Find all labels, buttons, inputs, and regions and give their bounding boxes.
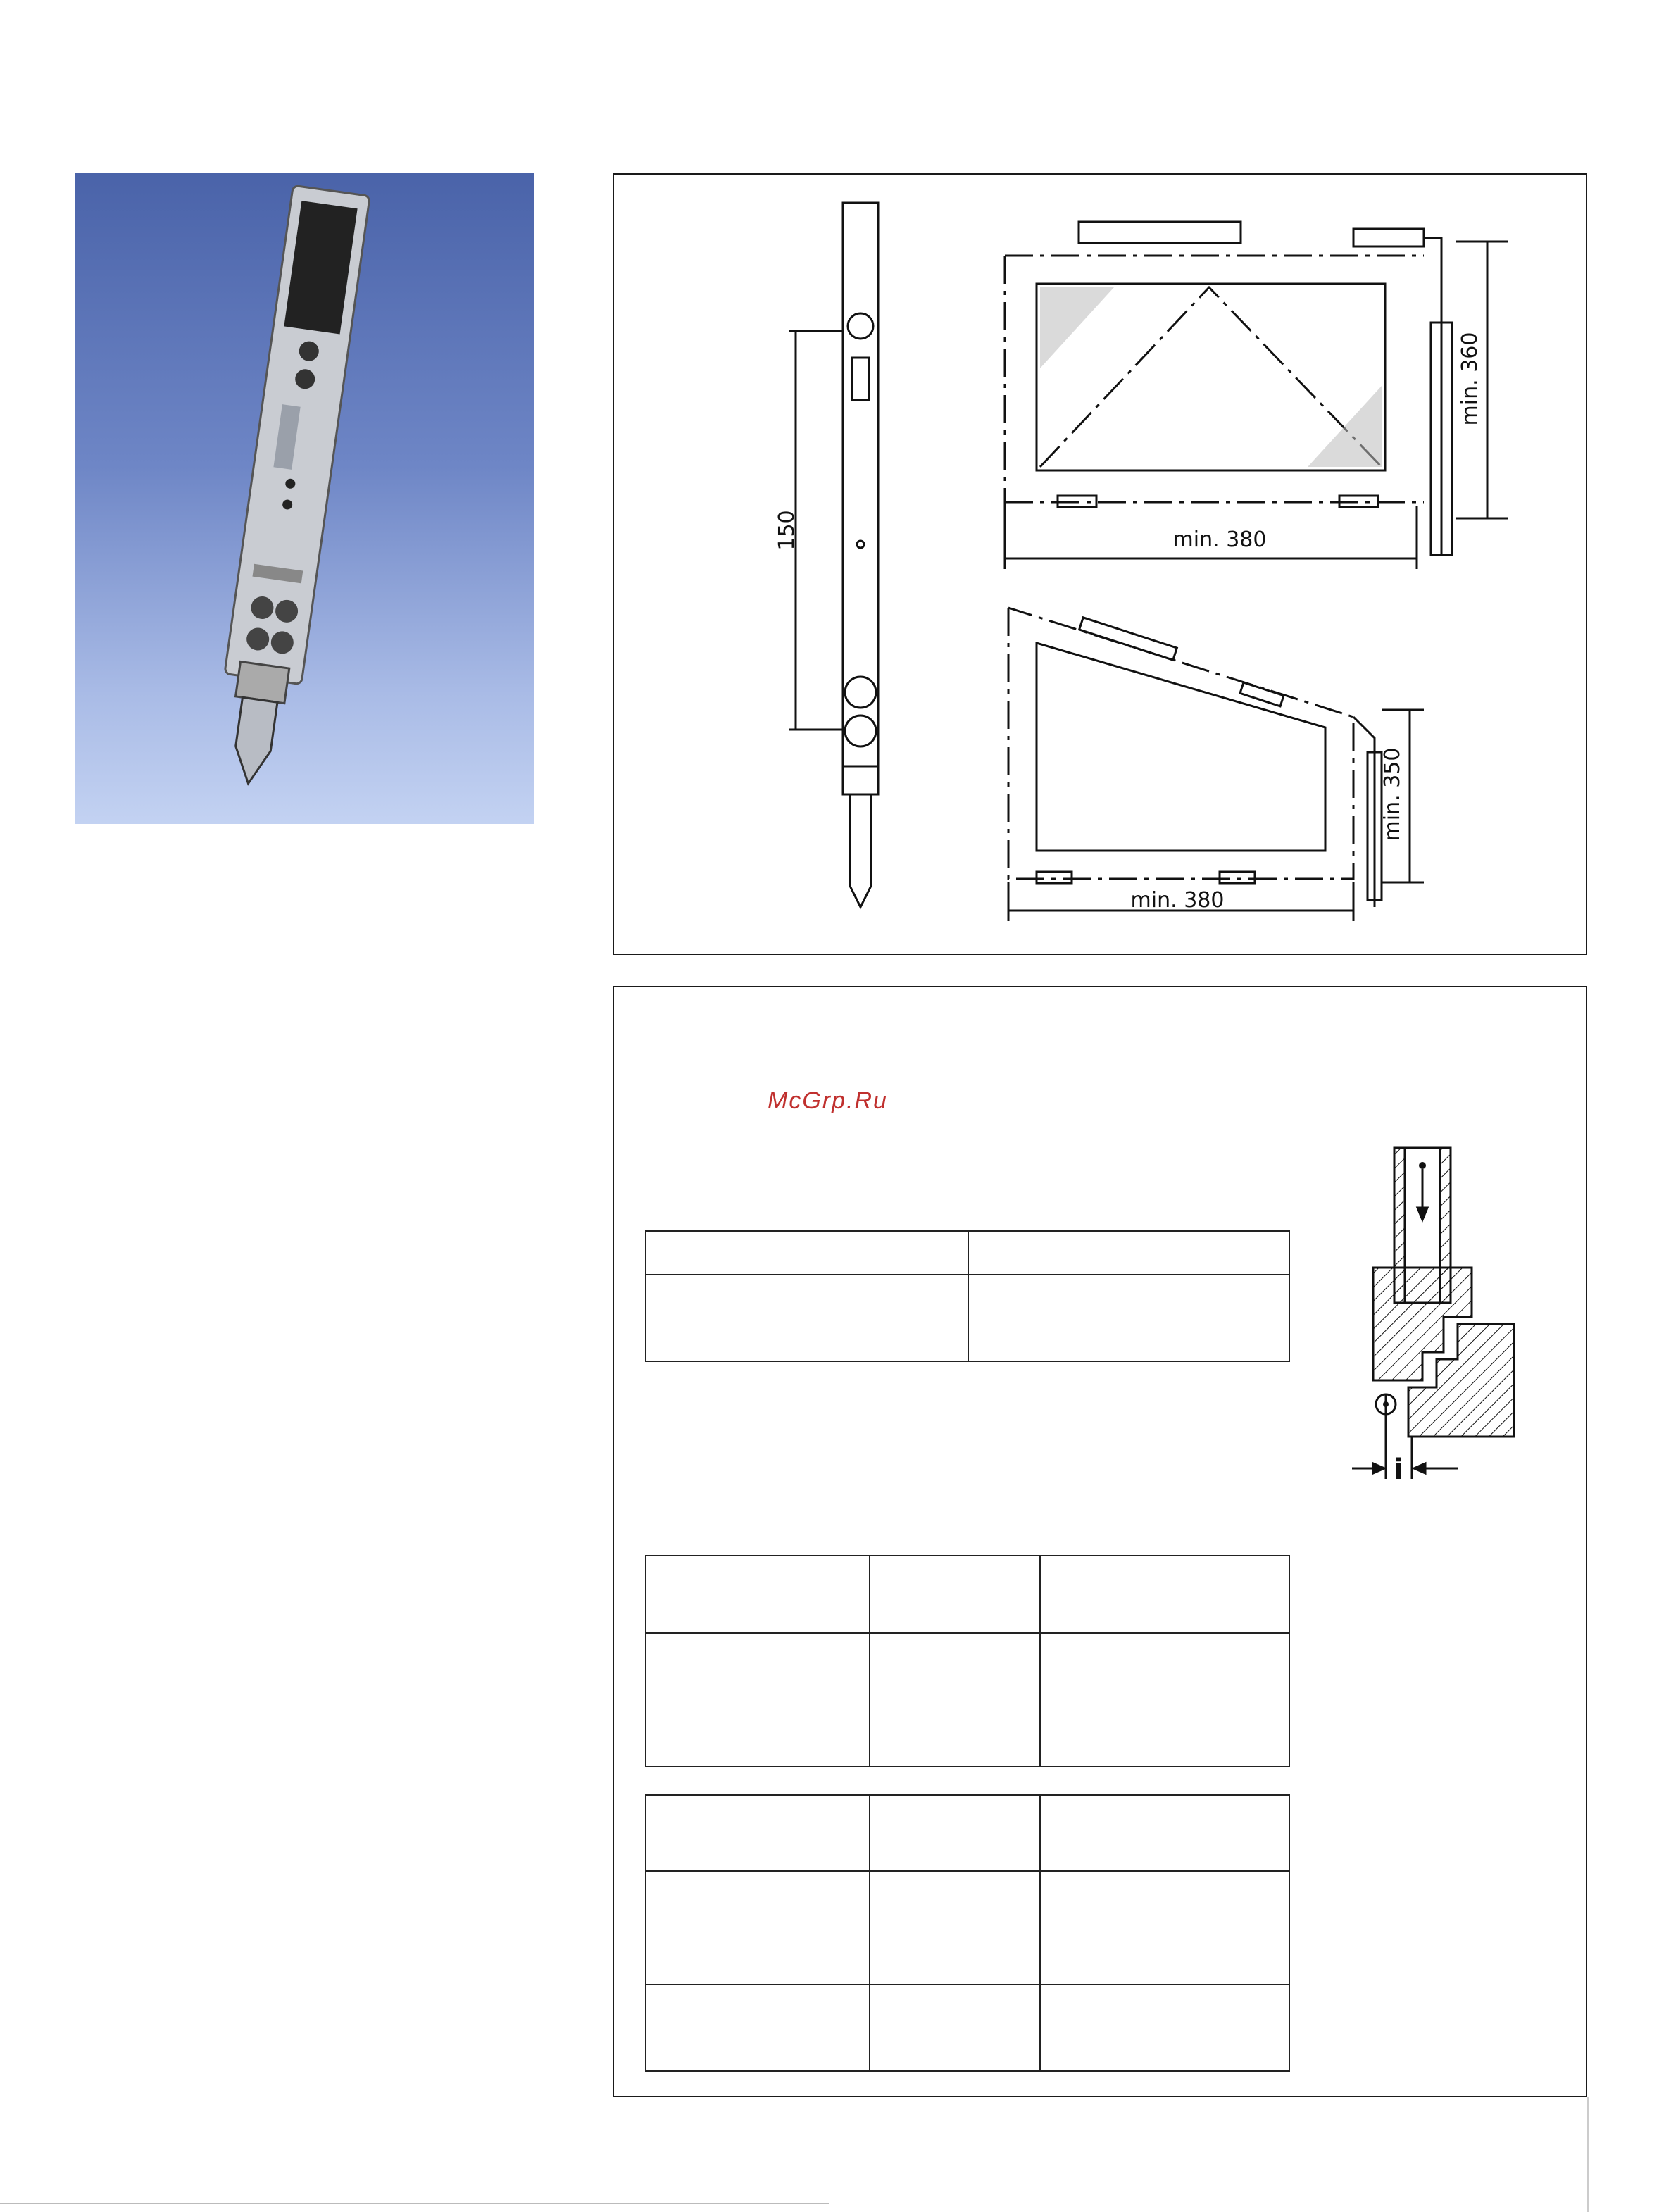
dimension-i-label: i [1394,1454,1403,1486]
product-photo [75,173,534,824]
lock-bolt-illustration [75,173,534,824]
spec-table-1 [645,1230,1290,1362]
dimension-min380-bottom-label: min. 380 [1130,888,1225,913]
page-edge-line-right [1587,2097,1589,2212]
dimension-min380-top-label: min. 380 [1172,527,1267,552]
spec-table-2 [645,1555,1290,1767]
page-edge-line-bottom [0,2203,829,2204]
installation-drawing-panel [613,173,1587,955]
installation-drawing [614,175,1586,954]
dimension-150-label: 150 [775,510,799,551]
section-detail-drawing [1338,1141,1521,1500]
spec-table-3 [645,1794,1290,2072]
dimension-min350-label: min. 350 [1380,747,1405,842]
watermark-text: McGrp.Ru [768,1087,888,1114]
dimension-min360-label: min. 360 [1458,332,1482,426]
